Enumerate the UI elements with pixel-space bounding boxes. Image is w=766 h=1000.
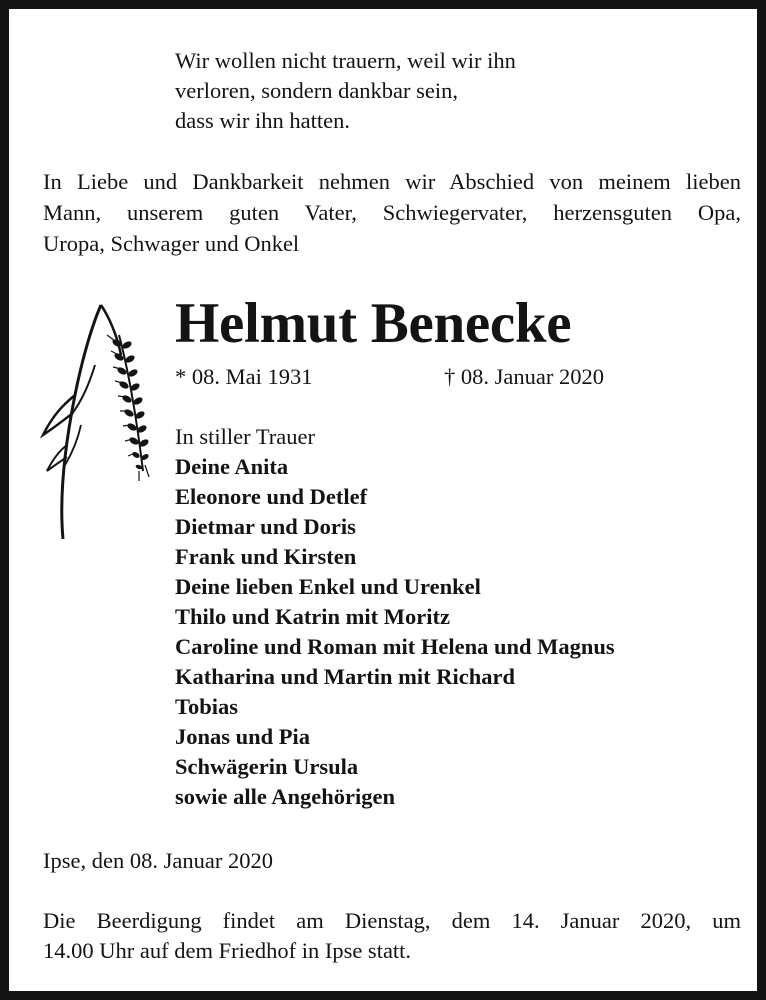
- mourners-list: [175, 422, 615, 812]
- mourner-entry: Eleonore und Detlef: [175, 484, 368, 509]
- mourner-entry: Thilo und Katrin mit Moritz: [175, 604, 450, 629]
- burial-notice: [43, 906, 741, 966]
- mourner-entry: sowie alle Angehörigen: [175, 784, 395, 809]
- birth-date: * 08. Mai 1931: [175, 364, 313, 389]
- wheat-ear-icon: [35, 295, 159, 545]
- mourner-entry: Frank und Kirsten: [175, 544, 357, 569]
- intro-line: Mann, unserem guten Vater, Schwiegervater, herzensguten Opa,: [43, 200, 741, 225]
- mourners-heading: In stiller Trauer: [175, 424, 315, 449]
- mourner-entry: Tobias: [175, 694, 238, 719]
- mourner-entry: Deine lieben Enkel und Urenkel: [175, 574, 481, 599]
- poem-line: dass wir ihn hatten.: [175, 108, 350, 133]
- mourner-entry: Deine Anita: [175, 454, 289, 479]
- intro-line: In Liebe und Dankbarkeit nehmen wir Abschied von meinem lieben: [43, 169, 741, 194]
- mourner-entry: Katharina und Martin mit Richard: [175, 664, 516, 689]
- poem-line: verloren, sondern dankbar sein,: [175, 78, 459, 103]
- burial-line: Die Beerdigung findet am Dienstag, dem 14. Januar 2020, um: [43, 908, 741, 933]
- burial-line: 14.00 Uhr auf dem Friedhof in Ipse statt.: [43, 938, 412, 963]
- mourner-entry: Dietmar und Doris: [175, 514, 356, 539]
- farewell-intro: [43, 166, 741, 259]
- mourner-entry: Schwägerin Ursula: [175, 754, 359, 779]
- mourner-entry: Jonas und Pia: [175, 724, 311, 749]
- deceased-name: Helmut Benecke: [175, 292, 572, 355]
- place-and-date: Ipse, den 08. Januar 2020: [43, 848, 273, 873]
- poem-line: Wir wollen nicht trauern, weil wir ihn: [175, 48, 516, 73]
- mourner-entry: Caroline und Roman mit Helena und Magnus: [175, 634, 615, 659]
- poem-verse: [175, 46, 516, 136]
- death-date: † 08. Januar 2020: [444, 364, 604, 389]
- intro-line: Uropa, Schwager und Onkel: [43, 231, 300, 256]
